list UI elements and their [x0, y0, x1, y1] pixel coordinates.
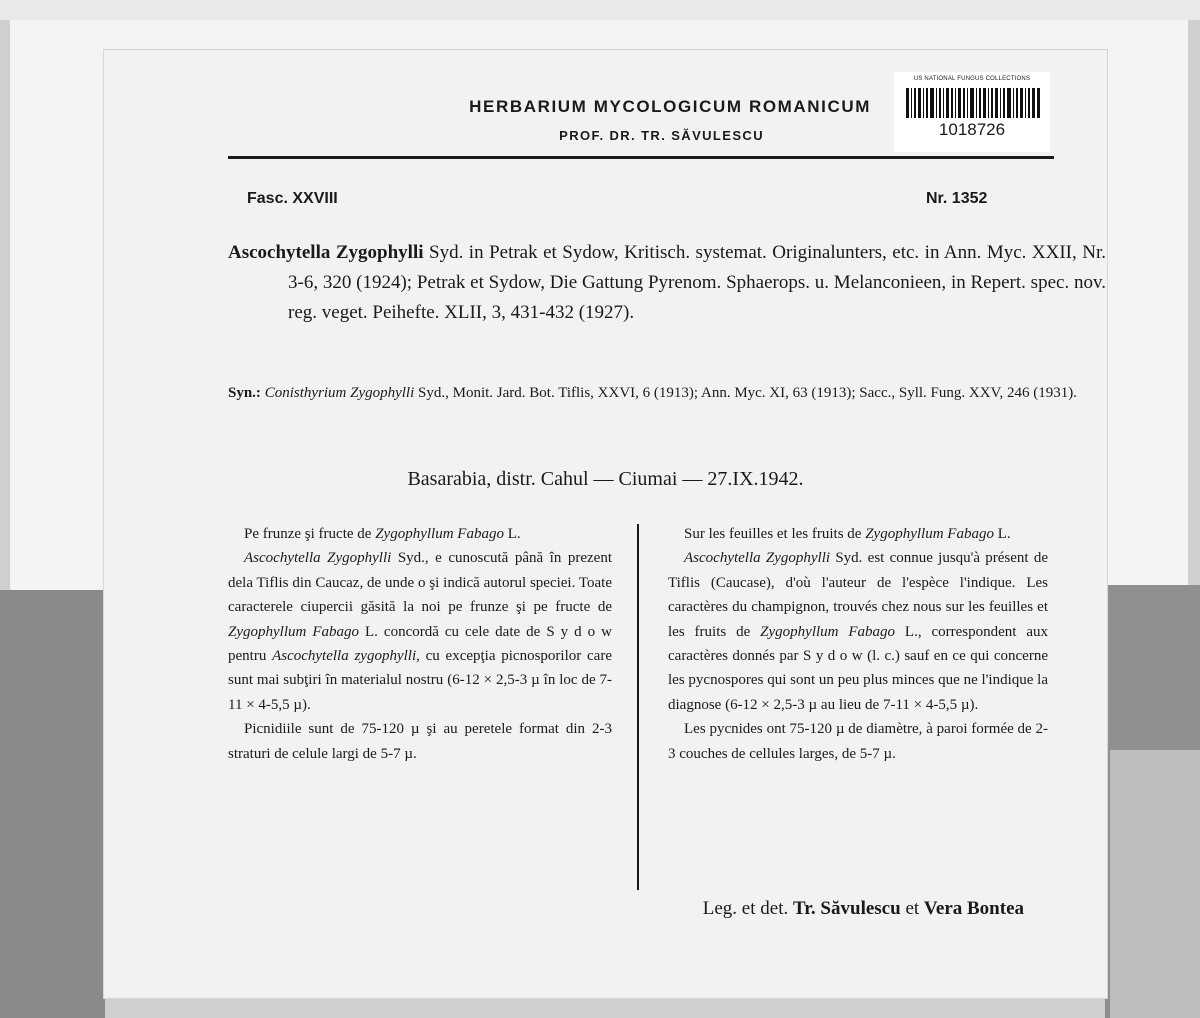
barcode-sticker [894, 72, 1050, 152]
ro-species-name: Ascochytella Zygophylli [244, 550, 392, 567]
synonym-label: Syn.: [228, 385, 261, 401]
synonym-name: Conisthyrium Zygophylli [264, 385, 415, 401]
collectors-line [104, 898, 1024, 920]
barcode-number: 1018726 [938, 120, 1006, 139]
specimen-number: Nr. 1352 [926, 190, 988, 207]
fr-host-name: Zygophyllum Fabago [760, 623, 896, 640]
header-rule [228, 156, 1054, 159]
backdrop-top [0, 0, 1200, 20]
synonym-citation: Syd., Monit. Jard. Bot. Tiflis, XXVI, 6 (1913); Ann. Myc. XI, 63 (1913); Sacc., Syll. Fung. XXV, 246 (1931). [418, 385, 1077, 401]
collector-prefix: Leg. et det. [702, 898, 789, 919]
ro-text: Syd., e cunoscută până în prezent dela Tiflis din Caucaz, de unde o şi indică autorul speciei. Toate caracterele ciupercii găsită la noi pe frunze şi pe fructe de [228, 550, 612, 616]
collector-1: Tr. Săvulescu [792, 898, 901, 919]
collector-joiner: et [905, 898, 920, 919]
ro-host-name: Zygophyllum Fabago [228, 623, 359, 640]
ro-paragraph-host [228, 522, 612, 546]
ro-text: L. [503, 526, 521, 542]
backdrop-left [0, 590, 105, 1018]
collection-locality: Basarabia, distr. Cahul — Ciumai — 27.IX.1942. [407, 468, 804, 490]
fascicle-number: Fasc. XXVIII [247, 190, 338, 207]
barcode-icon [906, 88, 1040, 118]
collector-2: Vera Bontea [923, 898, 1024, 919]
ro-paragraph-notes [228, 546, 612, 717]
herbarium-curator: PROF. DR. TR. SĂVULESCU [559, 128, 764, 143]
backdrop-right-lower [1110, 750, 1200, 1018]
fr-paragraph-host [668, 522, 1048, 546]
ro-paragraph-pycnidia: Picnidiile sunt de 75-120 µ şi au peretele format din 2-3 straturi de celule largi de 5-7 µ. [228, 721, 612, 762]
fr-text: L., correspondent aux caractères donnés par S y d o w (l. c.) sauf en ce qui concerne les pycnospores qui sont un peu plus minces que ne l'indique la diagnose (6-12 × 2,5-3 µ au lieu de 7-11 × 4-5,5 µ). [668, 623, 1049, 713]
ro-host-name: Zygophyllum Fabago [375, 526, 504, 542]
french-description [668, 522, 1048, 766]
fr-paragraph-pycnidia: Les pycnides ont 75-120 µ de diamètre, à paroi formée de 2-3 couches de cellules larges, de 5-7 µ. [668, 721, 1048, 762]
fr-text: Syd. est connue jusqu'à présent de Tiflis (Caucase), d'où l'auteur de l'espèce l'indique. Les caractères du champignon, trouvés chez nous sur les feuilles et les fruits de [668, 550, 1048, 640]
barcode-caption: US NATIONAL FUNGUS COLLECTIONS [913, 76, 1031, 82]
species-citation-block [228, 238, 1106, 328]
species-citation: Syd. in Petrak et Sydow, Kritisch. systemat. Originalunters, etc. in Ann. Myc. XXII, Nr. 3-6, 320 (1924); Petrak et Sydow, Die Gattung Pyrenom. Sphaerops. u. Melanconieen, in Repert. spec. nov. reg. veget. Peihefte. XLII, 3, 431-432 (1927). [288, 242, 1107, 323]
herbarium-title: HERBARIUM MYCOLOGICUM ROMANICUM [469, 97, 871, 116]
ro-text: , cu excepţia picnosporilor care sunt mai subţiri în materialul nostru (6-12 × 2,5-3 µ în loc de 7-11 × 4-5,5 µ). [228, 648, 612, 713]
fr-host-name: Zygophyllum Fabago [865, 526, 994, 542]
ro-text: L. concordă cu cele date de S y d o w pentru [228, 623, 612, 665]
fr-text: L. [993, 526, 1011, 542]
ro-text: Pe frunze şi fructe de [244, 526, 376, 542]
column-divider [637, 524, 639, 890]
fr-text: Sur les feuilles et les fruits de [684, 526, 866, 542]
synonym-block [228, 380, 1136, 407]
romanian-description [228, 522, 612, 766]
fr-paragraph-notes [668, 546, 1048, 717]
fr-species-name: Ascochytella Zygophylli [684, 550, 831, 567]
ro-species-name: Ascochytella zygophylli [272, 648, 417, 665]
species-name: Ascochytella Zygophylli [228, 242, 424, 263]
herbarium-label [104, 50, 1107, 998]
